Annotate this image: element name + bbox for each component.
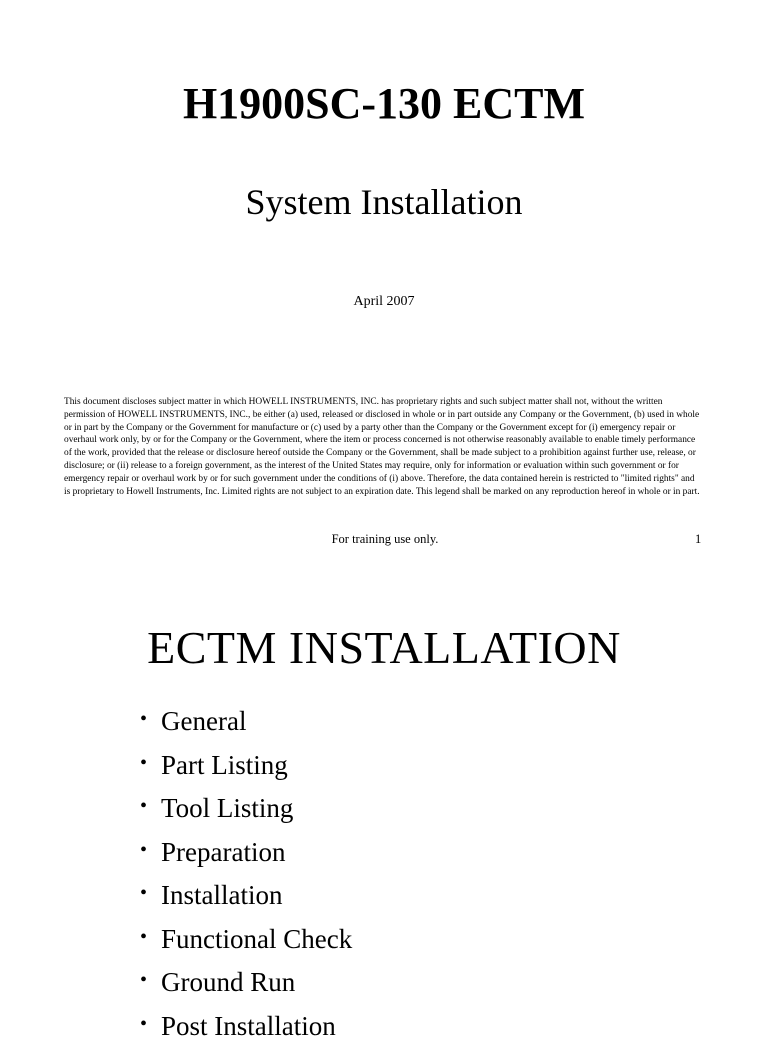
list-item — [140, 787, 352, 831]
list-item — [140, 744, 352, 788]
bullet-icon: • — [140, 918, 147, 956]
document-title: H1900SC-130 ECTM — [0, 78, 768, 130]
bullet-icon: • — [140, 744, 147, 782]
page-number: 1 — [695, 531, 701, 547]
list-item-label: Post Installation — [161, 1011, 336, 1041]
list-item — [140, 700, 352, 744]
document-date: April 2007 — [0, 293, 768, 311]
list-item — [140, 961, 352, 1005]
list-item — [140, 831, 352, 875]
bullet-icon: • — [140, 874, 147, 912]
bullet-icon: • — [140, 787, 147, 825]
list-item — [140, 874, 352, 918]
training-note: For training use only. — [0, 531, 768, 547]
slide-ectm-installation — [0, 580, 768, 1024]
list-item-label: Installation — [161, 880, 282, 910]
slide-heading: ECTM INSTALLATION — [0, 620, 768, 676]
bullet-icon: • — [140, 1005, 147, 1043]
proprietary-notice: This document discloses subject matter in which HOWELL INSTRUMENTS, INC. has proprietary rights and such subject matter shall not, without the written permission of HOWELL INSTRUMENTS, INC., be either (a) used, released or disclosed in whole or in part outside any Company or the Government, (b) used in whole or in part by the Company or the Government for manufacture or (c) used by a party other than the Company or the Government except for (i) emergency repair or overhaul work only, by or for the Company or the Government, where the item or process concerned is not otherwise reasonably available to enable timely performance of the work, provided that the release or disclosure hereof outside the Company or the Government, shall be made subject to a prohibition against further use, release, or disclosure; or (ii) release to a foreign government, as the interest of the United States may require, only for information or evaluation within such government or for emergency repair or overhaul work by or for such government under the conditions of (i) above. Therefore, the data contained herein is restricted to "limited rights" and is proprietary to Howell Instruments, Inc. Limited rights are not subject to an expiration date. This legend shall be marked on any reproduction hereof in whole or in part. — [64, 396, 700, 498]
bullet-icon: • — [140, 831, 147, 869]
list-item-label: Tool Listing — [161, 793, 293, 823]
list-item-label: Functional Check — [161, 924, 352, 954]
list-item — [140, 1005, 352, 1048]
list-item-label: Part Listing — [161, 750, 288, 780]
bullet-icon: • — [140, 961, 147, 999]
topic-list — [140, 700, 352, 1048]
list-item-label: Ground Run — [161, 967, 295, 997]
list-item — [140, 918, 352, 962]
list-item-label: Preparation — [161, 837, 285, 867]
bullet-icon: • — [140, 700, 147, 738]
document-subtitle: System Installation — [0, 180, 768, 224]
list-item-label: General — [161, 706, 246, 736]
